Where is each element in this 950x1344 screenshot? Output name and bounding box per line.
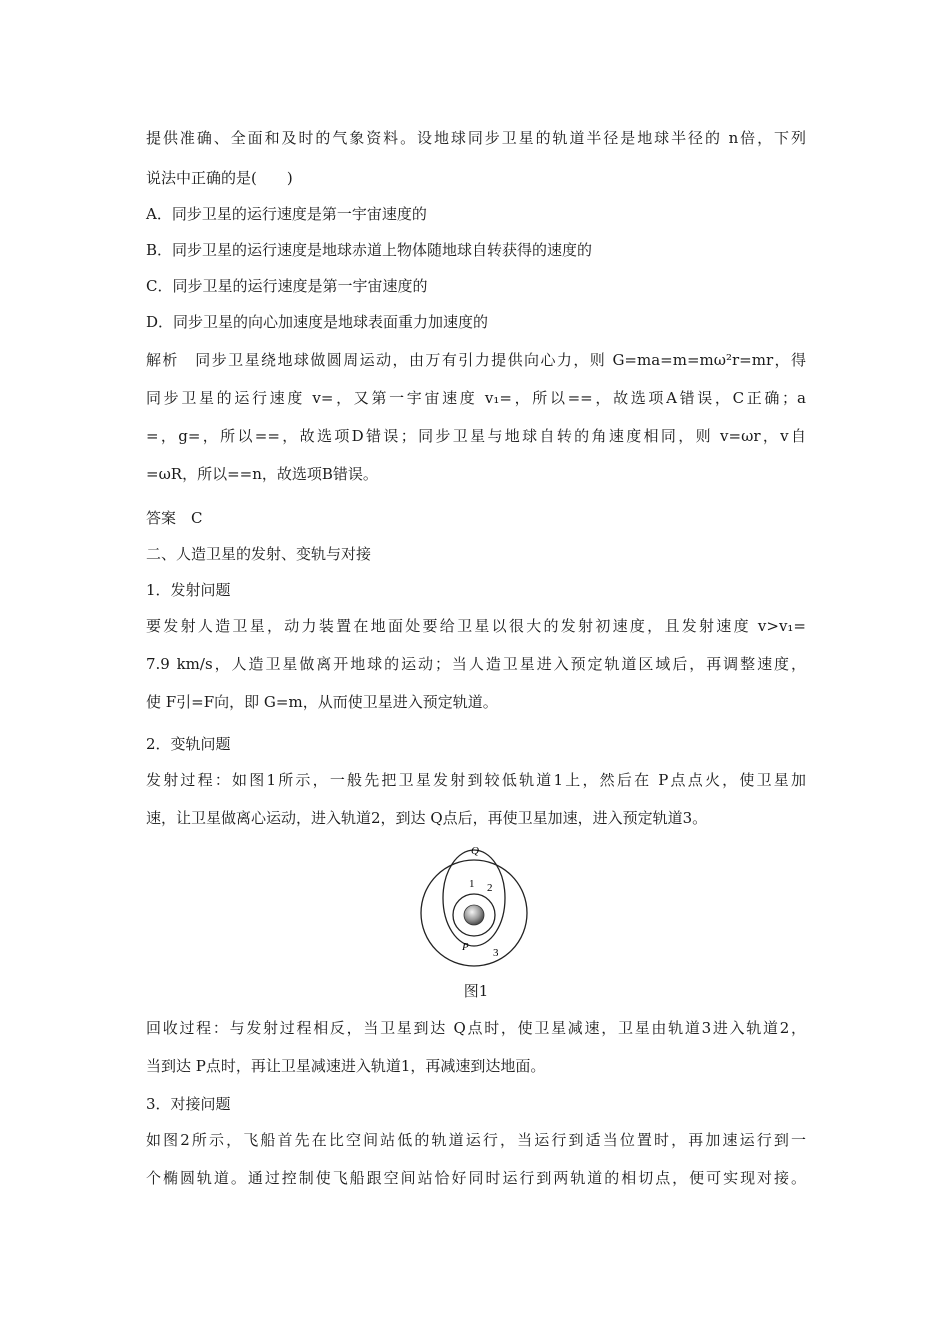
option-c: C．同步卫星的运行速度是第一宇宙速度的 xyxy=(146,277,428,295)
subsection-heading: 3．对接问题 xyxy=(146,1095,231,1113)
label-p: P xyxy=(462,941,469,953)
option-a: A．同步卫星的运行速度是第一宇宙速度的 xyxy=(146,205,427,223)
text-line: 回收过程：与发射过程相反，当卫星到达 Q点时，使卫星减速，卫星由轨道3进入轨道2， xyxy=(146,1019,806,1037)
label-orbit-1: 1 xyxy=(469,878,475,890)
option-d: D．同步卫星的向心加速度是地球表面重力加速度的 xyxy=(146,313,489,331)
label-orbit-3: 3 xyxy=(493,947,499,959)
analysis-line: 解析 同步卫星绕地球做圆周运动，由万有引力提供向心力，则 G=ma=m=mω²r=mr，得 xyxy=(146,351,806,369)
option-b: B．同步卫星的运行速度是地球赤道上物体随地球自转获得的速度的 xyxy=(146,241,593,259)
orbit-2 xyxy=(443,850,505,946)
text-line: 发射过程：如图1所示，一般先把卫星发射到较低轨道1上，然后在 P点点火，使卫星加 xyxy=(146,771,806,789)
earth-icon xyxy=(464,905,484,925)
analysis-line: =，g=，所以==，故选项D错误；同步卫星与地球自转的角速度相同，则 v=ωr，v自 xyxy=(146,427,806,445)
text-line: 使 F引=F向，即 G=m，从而使卫星进入预定轨道。 xyxy=(146,693,498,711)
text-line: 个椭圆轨道。通过控制使飞船跟空间站恰好同时运行到两轨道的相切点，便可实现对接。 xyxy=(146,1169,806,1187)
figure-caption: 图1 xyxy=(463,982,489,1000)
text-line: 提供准确、全面和及时的气象资料。设地球同步卫星的轨道半径是地球半径的 n倍，下列 xyxy=(146,129,806,147)
orbit-diagram xyxy=(416,843,536,993)
analysis-line: =ωR，所以==n，故选项B错误。 xyxy=(146,465,378,483)
subsection-heading: 2．变轨问题 xyxy=(146,735,231,753)
subsection-heading: 1．发射问题 xyxy=(146,581,231,599)
text-line: 如图2所示，飞船首先在比空间站低的轨道运行，当运行到适当位置时，再加速运行到一 xyxy=(146,1131,806,1149)
label-orbit-2: 2 xyxy=(487,882,493,894)
answer-line: 答案 C xyxy=(146,509,203,527)
text-line: 7.9 km/s，人造卫星做离开地球的运动；当人造卫星进入预定轨道区域后，再调整速度， xyxy=(146,655,806,673)
section-heading: 二、人造卫星的发射、变轨与对接 xyxy=(146,545,372,563)
text-line: 当到达 P点时，再让卫星减速进入轨道1，再减速到达地面。 xyxy=(146,1057,546,1075)
text-line: 速，让卫星做离心运动，进入轨道2，到达 Q点后，再使卫星加速，进入预定轨道3。 xyxy=(146,809,708,827)
label-q: Q xyxy=(471,845,479,857)
text-line: 要发射人造卫星，动力装置在地面处要给卫星以很大的发射初速度，且发射速度 v>v₁= xyxy=(146,617,806,635)
analysis-line: 同步卫星的运行速度 v=，又第一宇宙速度 v₁=，所以==，故选项A错误，C正确；a xyxy=(146,389,806,407)
text-line: 说法中正确的是( ) xyxy=(146,169,293,187)
